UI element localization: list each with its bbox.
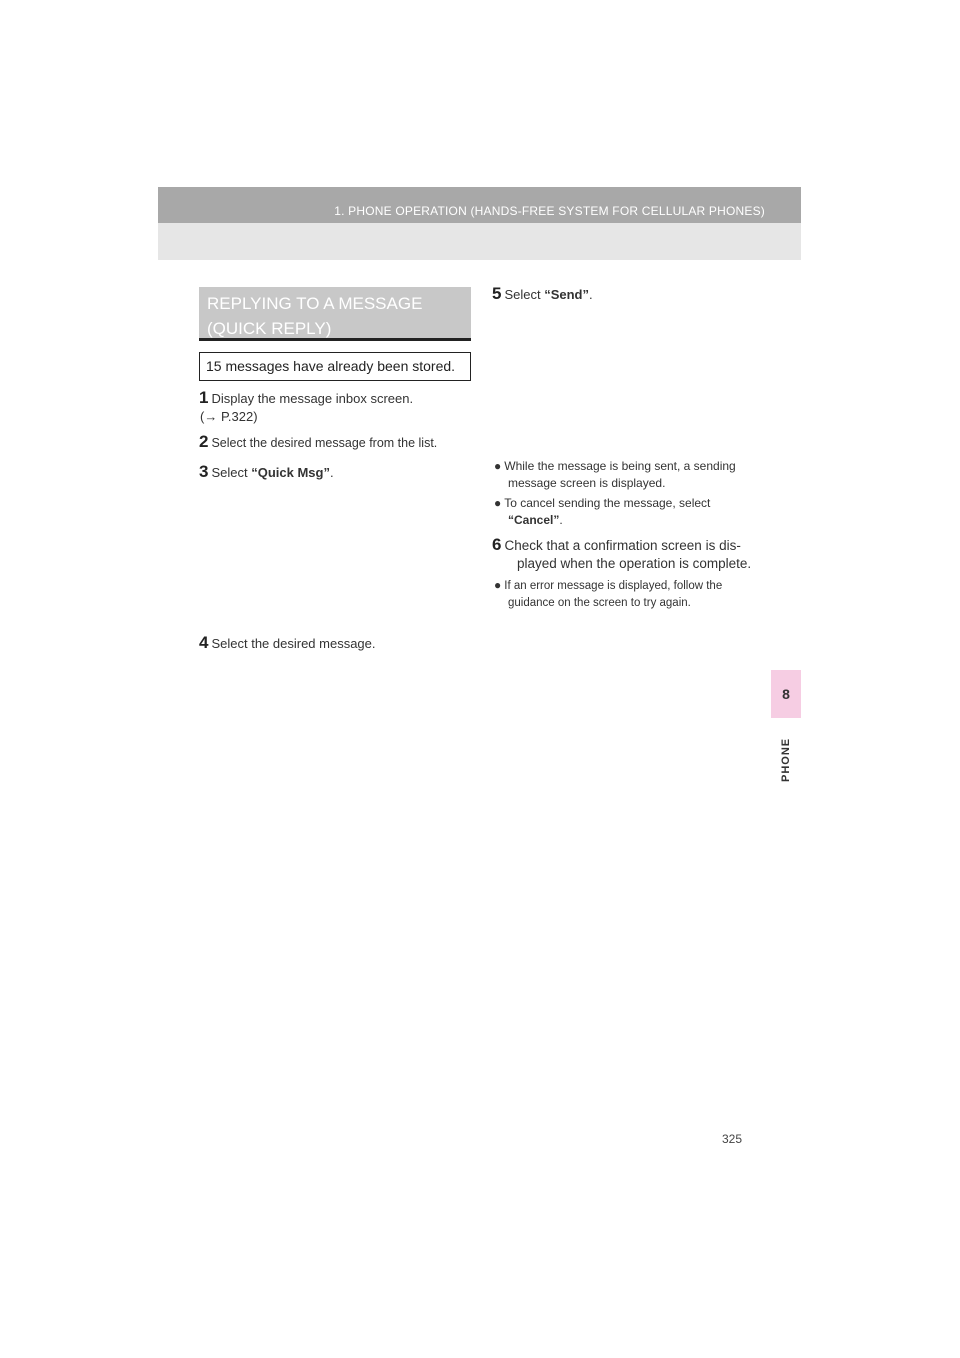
step-5 [492,285,764,304]
step-1 [199,389,471,426]
step-number: 3 [199,462,209,481]
send-label: “Send” [544,287,590,302]
section-note: 15 messages have already been stored. [199,352,471,381]
page-number: 325 [722,1132,743,1146]
step-reference: (→ P.322) [200,409,258,424]
step-text-suffix: . [329,465,334,480]
chapter-number: 8 [782,686,790,702]
note-cancel [494,495,766,529]
step-number: 4 [199,633,209,652]
step-number: 5 [492,284,502,303]
step-3 [199,463,471,482]
step-text-suffix: . [589,287,593,302]
step-text-cont: played when the operation is complete. [517,556,752,571]
step-number: 1 [199,388,209,407]
bullet-icon: ● [494,459,502,473]
header-band [158,187,801,223]
step-number: 2 [199,432,209,451]
note-text-cont: message screen is displayed. [508,476,666,490]
step-text: Select the desired message from the list. [211,436,438,450]
note-text: To cancel sending the message, select [504,496,711,510]
section-title [199,287,471,341]
step-4 [199,634,471,653]
note-error [494,577,766,612]
step-text: Check that a confirmation screen is dis- [504,538,741,553]
note-text: If an error message is displayed, follow the [504,580,723,592]
bullet-icon: ● [494,496,502,510]
note-text-cont: guidance on the screen to try again. [508,597,691,609]
cancel-label: “Cancel” [508,513,560,527]
step-2 [199,433,474,452]
step-text-prefix: Select [504,287,545,302]
quick-msg-label: “Quick Msg” [251,465,330,480]
step-text: Display the message inbox screen. [211,391,414,406]
header-band-lower [158,223,801,260]
step-text: Select the desired message. [211,636,376,651]
section-title-line1: REPLYING TO A MESSAGE [207,294,423,313]
chapter-header-title: 1. PHONE OPERATION (HANDS-FREE SYSTEM FOR CELLULAR PHONES) [334,204,765,218]
note-text: While the message is being sent, a sending [504,459,736,473]
section-title-line2: (QUICK REPLY) [207,319,332,338]
note-sending [494,458,766,492]
chapter-tab[interactable] [771,670,801,718]
step-6 [492,536,764,573]
note-text-suffix: . [559,513,563,527]
step-number: 6 [492,535,502,554]
chapter-label: PHONE [780,737,792,783]
bullet-icon: ● [494,578,502,592]
step-text-prefix: Select [211,465,252,480]
